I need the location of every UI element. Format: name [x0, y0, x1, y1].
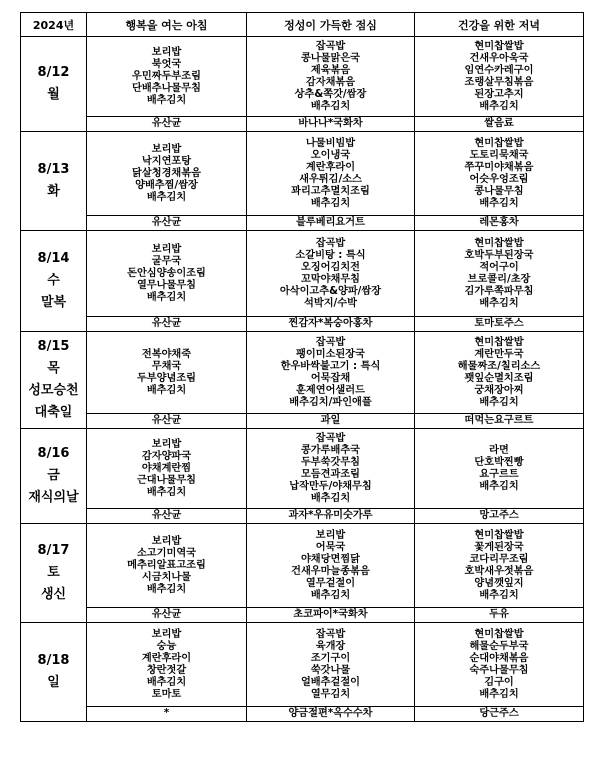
snack-cell: 과일	[247, 414, 415, 429]
menu-item: 궁채장아찌	[474, 384, 524, 396]
menu-item: 콩나물맑은국	[300, 52, 361, 64]
lunch-cell	[247, 623, 415, 707]
snack-row	[21, 414, 584, 429]
day-label-line: 일	[47, 675, 60, 690]
menu-item: 배추김치	[310, 492, 351, 504]
menu-item: 보리밥	[151, 628, 182, 640]
day-cell	[21, 332, 87, 429]
menu-item: 잡곡밥	[315, 628, 346, 640]
menu-item: 배추김치	[479, 396, 519, 408]
menu-item: 잡곡밥	[315, 336, 346, 348]
breakfast-cell	[87, 524, 247, 608]
breakfast-header: 행복을 여는 아침	[87, 13, 247, 37]
snack-cell: 유산균	[87, 117, 247, 132]
menu-item: 보리밥	[151, 243, 182, 255]
lunch-cell	[247, 132, 415, 216]
menu-item: 건새우마늘종볶음	[291, 565, 370, 577]
menu-item: 열무겉절이	[305, 577, 356, 589]
snack-cell: 유산균	[87, 414, 247, 429]
meal-menu-table	[20, 12, 584, 722]
day-label-line: 말복	[40, 295, 67, 310]
menu-item: 계란후라이	[141, 652, 192, 664]
menu-item: 현미찹쌀밥	[474, 336, 524, 348]
snack-cell: 토마토주스	[415, 317, 584, 332]
snack-cell: 유산균	[87, 317, 247, 332]
breakfast-cell	[87, 132, 247, 216]
menu-item: 어슷우엉조림	[469, 173, 529, 185]
snack-cell: 초코파이*국화차	[247, 608, 415, 623]
snack-row	[21, 608, 584, 623]
day-label-line: 8/12	[37, 65, 70, 80]
menu-item: 아삭이고추&양파/쌈장	[279, 285, 382, 297]
day-meal-row	[21, 623, 584, 707]
day-meal-row	[21, 231, 584, 317]
menu-item: 소갈비탕 : 특식	[295, 249, 366, 261]
menu-item: 배추김치	[146, 191, 187, 203]
menu-item: 김구이	[484, 676, 514, 688]
dinner-cell	[415, 429, 584, 509]
menu-item: 석박지/수박	[304, 297, 357, 309]
menu-item: 적어구이	[479, 261, 519, 273]
dinner-cell	[415, 231, 584, 317]
day-label-line: 수	[47, 273, 60, 288]
day-meal-row	[21, 132, 584, 216]
day-label-line: 생신	[40, 587, 67, 602]
snack-cell: 유산균	[87, 608, 247, 623]
menu-item: 라면	[489, 444, 509, 456]
day-cell	[21, 231, 87, 332]
menu-item: 배추김치	[146, 291, 187, 303]
menu-item: 창란젓갈	[146, 664, 187, 676]
menu-item: 배추김치/파인애플	[289, 396, 372, 408]
menu-item: 단배추나물무침	[132, 82, 201, 94]
snack-cell: 양금절편*옥수수차	[247, 707, 415, 722]
menu-item: 꽈리고추멸치조림	[291, 185, 370, 197]
menu-item: 감자양파국	[141, 450, 192, 462]
day-label-line: 목	[47, 361, 60, 376]
lunch-cell	[247, 332, 415, 414]
menu-item: 토마토	[151, 688, 182, 700]
menu-item: 순대야채볶음	[469, 652, 529, 664]
snack-cell: 떠먹는요구르트	[415, 414, 584, 429]
menu-item: 훈제연어샐러드	[296, 384, 365, 396]
menu-item: 꼬막야채무침	[300, 273, 361, 285]
day-label-line: 월	[47, 87, 60, 102]
menu-item: 잡곡밥	[315, 432, 346, 444]
menu-item: 된장고추지	[474, 88, 524, 100]
dinner-header: 건강을 위한 저녁	[415, 13, 584, 37]
menu-item: 납작만두/야채무침	[289, 480, 372, 492]
menu-item: 쑥갓나물	[310, 664, 351, 676]
menu-item: 콩나물무침	[474, 185, 524, 197]
menu-item: 야채계란찜	[141, 462, 192, 474]
day-cell	[21, 429, 87, 524]
menu-item: 배추김치	[146, 583, 187, 595]
menu-item: 두부쑥갓무침	[300, 456, 361, 468]
snack-row	[21, 216, 584, 231]
breakfast-cell	[87, 429, 247, 509]
menu-item: 꽃게된장국	[474, 541, 524, 553]
year-header: 2024년	[21, 13, 87, 37]
day-label-line: 8/17	[37, 543, 70, 558]
day-label-line: 토	[47, 565, 60, 580]
menu-item: 보리밥	[151, 143, 182, 155]
menu-item: 임연수카레구이	[464, 64, 534, 76]
day-label-line: 8/15	[37, 339, 70, 354]
menu-item: 코다리무조림	[469, 553, 529, 565]
menu-item: 새우튀김/소스	[299, 173, 362, 185]
snack-cell: 과자*우유미숫가루	[247, 509, 415, 524]
menu-item: 도토리묵채국	[469, 149, 529, 161]
breakfast-cell	[87, 37, 247, 117]
menu-item: 소고기미역국	[136, 547, 197, 559]
menu-item: 잡곡밥	[315, 237, 346, 249]
menu-item: 현미찹쌀밥	[474, 40, 524, 52]
day-cell	[21, 37, 87, 132]
menu-item: 조랭살무침볶음	[464, 76, 534, 88]
day-label-line: 8/16	[37, 446, 70, 461]
menu-item: 배추김치	[479, 688, 519, 700]
menu-item: 보리밥	[151, 438, 182, 450]
menu-item: 열무나물무침	[136, 279, 197, 291]
menu-item: 요구르트	[479, 468, 519, 480]
menu-item: 감자채볶음	[305, 76, 356, 88]
day-label-line: 성모승천	[28, 383, 79, 398]
day-meal-row	[21, 429, 584, 509]
menu-item: 배추김치	[310, 100, 351, 112]
snack-cell: 망고주스	[415, 509, 584, 524]
menu-item: 배추김치	[479, 100, 519, 112]
menu-item: 배추김치	[479, 480, 519, 492]
menu-item: 배추김치	[479, 589, 519, 601]
menu-item: 한우바싹불고기 : 특식	[280, 360, 381, 372]
menu-item: 양념깻잎지	[474, 577, 524, 589]
menu-item: 어묵국	[315, 541, 346, 553]
menu-item: 배추김치	[479, 197, 519, 209]
menu-item: 오이냉국	[310, 149, 351, 161]
menu-item: 어묵잡채	[310, 372, 351, 384]
menu-item: 무채국	[151, 360, 182, 372]
dinner-cell	[415, 132, 584, 216]
day-cell	[21, 524, 87, 623]
menu-item: 시금치나물	[141, 571, 192, 583]
day-meal-row	[21, 37, 584, 117]
snack-cell: 레몬홍차	[415, 216, 584, 231]
menu-item: 브로콜리/초장	[467, 273, 531, 285]
menu-item: 야채당면찜닭	[300, 553, 361, 565]
day-label-line: 대축일	[34, 405, 73, 420]
menu-item: 배추김치	[310, 589, 351, 601]
snack-row	[21, 509, 584, 524]
menu-item: 현미찹쌀밥	[474, 137, 524, 149]
menu-item: 북엇국	[151, 58, 182, 70]
day-cell	[21, 623, 87, 722]
snack-row	[21, 117, 584, 132]
menu-item: 보리밥	[151, 535, 182, 547]
dinner-cell	[415, 623, 584, 707]
menu-item: 계란만두국	[474, 348, 524, 360]
menu-body	[21, 13, 584, 722]
snack-cell: 두유	[415, 608, 584, 623]
menu-item: 숙주나물무침	[469, 664, 529, 676]
menu-item: 배추김치	[146, 94, 187, 106]
menu-item: 근대나물무침	[136, 474, 197, 486]
menu-item: 현미찹쌀밥	[474, 628, 524, 640]
dinner-cell	[415, 524, 584, 608]
menu-item: 오징어김치전	[300, 261, 361, 273]
snack-cell: 바나나*국화차	[247, 117, 415, 132]
day-label-line: 8/13	[37, 162, 70, 177]
menu-item: 모듬견과조림	[300, 468, 361, 480]
snack-cell: 당근주스	[415, 707, 584, 722]
lunch-cell	[247, 37, 415, 117]
menu-item: 쭈꾸미야채볶음	[464, 161, 534, 173]
menu-item: 숭늉	[156, 640, 177, 652]
menu-item: 굴무국	[151, 255, 182, 267]
day-label-line: 금	[47, 468, 60, 483]
menu-item: 단호박찐빵	[474, 456, 524, 468]
menu-item: 팽이미소된장국	[296, 348, 365, 360]
menu-item: 배추김치	[146, 486, 187, 498]
snack-cell: 블루베리요거트	[247, 216, 415, 231]
menu-item: 계란후라이	[305, 161, 356, 173]
menu-item: 배추김치	[479, 297, 519, 309]
menu-item: 전복야채죽	[141, 348, 192, 360]
snack-row	[21, 707, 584, 722]
snack-cell: 쌀음료	[415, 117, 584, 132]
menu-item: 배추김치	[146, 384, 187, 396]
lunch-cell	[247, 231, 415, 317]
day-label-line: 화	[47, 184, 60, 199]
lunch-header: 정성이 가득한 점심	[247, 13, 415, 37]
lunch-cell	[247, 429, 415, 509]
menu-item: 양배추찜/쌈장	[135, 179, 198, 191]
menu-item: 보리밥	[315, 529, 346, 541]
menu-item: 돈안심양송이조림	[127, 267, 206, 279]
menu-item: 콩가루배추국	[300, 444, 361, 456]
snack-cell: *	[87, 707, 247, 722]
menu-item: 해물짜조/칠리소스	[457, 360, 541, 372]
menu-item: 얼배추겉절이	[300, 676, 361, 688]
menu-item: 김가루쪽파무침	[464, 285, 534, 297]
snack-cell: 유산균	[87, 216, 247, 231]
menu-item: 잡곡밥	[315, 40, 346, 52]
menu-item: 육개장	[315, 640, 346, 652]
menu-item: 보리밥	[151, 46, 182, 58]
menu-item: 해물순두부국	[469, 640, 529, 652]
menu-item: 상추&쪽갓/쌈장	[294, 88, 367, 100]
menu-item: 조기구이	[310, 652, 351, 664]
menu-item: 낙지연포탕	[141, 155, 192, 167]
menu-item: 열무김치	[310, 688, 351, 700]
day-label-line: 8/14	[37, 251, 70, 266]
menu-item: 배추김치	[310, 197, 351, 209]
menu-item: 두부양념조림	[136, 372, 197, 384]
snack-row	[21, 317, 584, 332]
menu-item: 호박새우젓볶음	[464, 565, 534, 577]
menu-item: 배추김치	[146, 676, 187, 688]
menu-item: 건새우아욱국	[469, 52, 529, 64]
day-cell	[21, 132, 87, 231]
menu-item: 현미찹쌀밥	[474, 529, 524, 541]
day-meal-row	[21, 524, 584, 608]
dinner-cell	[415, 37, 584, 117]
menu-item: 메추리알표고조림	[127, 559, 206, 571]
snack-cell: 유산균	[87, 509, 247, 524]
lunch-cell	[247, 524, 415, 608]
snack-cell: 찐감자*복숭아홍차	[247, 317, 415, 332]
menu-item: 현미찹쌀밥	[474, 237, 524, 249]
breakfast-cell	[87, 332, 247, 414]
menu-item: 꽷잎순멸치조림	[464, 372, 534, 384]
day-meal-row	[21, 332, 584, 414]
breakfast-cell	[87, 623, 247, 707]
menu-item: 호박두부된장국	[464, 249, 534, 261]
breakfast-cell	[87, 231, 247, 317]
header-row	[21, 13, 584, 37]
day-label-line: 재식의날	[28, 490, 79, 505]
day-label-line: 8/18	[37, 653, 70, 668]
dinner-cell	[415, 332, 584, 414]
menu-item: 제육볶음	[310, 64, 351, 76]
menu-item: 닭살청경채볶음	[132, 167, 201, 179]
menu-item: 나물비빔밥	[305, 137, 356, 149]
menu-item: 우민짜두부조림	[132, 70, 201, 82]
